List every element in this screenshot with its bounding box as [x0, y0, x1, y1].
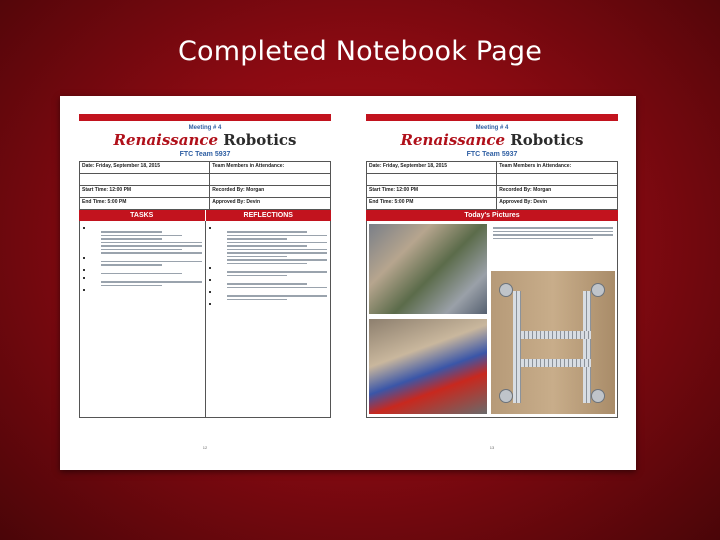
- reflections-heading: REFLECTIONS: [205, 210, 332, 221]
- tasks-reflections-body: [79, 221, 331, 418]
- text-line: [101, 238, 162, 240]
- text-line: [101, 273, 182, 275]
- section-header: [366, 210, 618, 221]
- recorded-by-cell: Recorded By: Morgan: [210, 186, 331, 198]
- text-line: [227, 271, 328, 273]
- team-logo: [79, 132, 331, 149]
- blank-cell: [367, 174, 497, 186]
- text-line: [227, 238, 288, 240]
- team-photo-2: [369, 319, 487, 414]
- text-line: [493, 227, 613, 229]
- text-line: [227, 263, 308, 265]
- tasks-heading: TASKS: [79, 210, 205, 221]
- start-time-cell: Start Time: 12:00 PM: [80, 186, 210, 198]
- wheel-icon: [499, 389, 513, 403]
- text-line: [101, 285, 162, 287]
- page-number: 12: [202, 445, 208, 450]
- text-line: [227, 235, 328, 237]
- text-line: [101, 245, 202, 247]
- chassis-beam: [583, 291, 591, 403]
- page-number: 13: [489, 445, 495, 450]
- list-item: [83, 277, 202, 279]
- text-line: [227, 283, 308, 285]
- text-line: [101, 231, 162, 233]
- text-line: [493, 231, 613, 233]
- text-line: [493, 238, 593, 240]
- photo-caption: [493, 225, 613, 239]
- text-line: [227, 275, 288, 277]
- text-line: [227, 295, 328, 297]
- slide-title: Completed Notebook Page: [177, 36, 543, 67]
- chassis-beam: [513, 291, 521, 403]
- meeting-number: Meeting # 4: [188, 125, 222, 131]
- notebook-page-right: [366, 114, 618, 452]
- text-line: [101, 252, 202, 254]
- list-item: [83, 289, 202, 291]
- top-red-bar: [366, 114, 618, 121]
- text-line: [227, 287, 328, 289]
- wheel-icon: [591, 389, 605, 403]
- text-line: [227, 245, 308, 247]
- text-line: [101, 249, 182, 251]
- wheel-icon: [499, 283, 513, 297]
- logo-word-2: Robotics: [510, 131, 584, 149]
- top-red-bar: [79, 114, 331, 121]
- text-line: [227, 256, 288, 258]
- start-time-cell: Start Time: 12:00 PM: [367, 186, 497, 198]
- text-line: [101, 261, 202, 263]
- text-line: [227, 252, 328, 254]
- attendance-cell: Team Members in Attendance:: [210, 162, 331, 174]
- attendees-cell: [210, 174, 331, 186]
- team-number: FTC Team 5937: [466, 151, 518, 158]
- text-line: [227, 299, 288, 301]
- meeting-number: Meeting # 4: [475, 125, 509, 131]
- text-line: [227, 259, 328, 261]
- logo-word-1: Renaissance: [113, 131, 219, 149]
- robot-chassis-photo: [491, 271, 615, 414]
- text-line: [227, 231, 308, 233]
- meeting-info-table: [366, 161, 618, 210]
- list-item: [209, 303, 328, 305]
- list-item: [209, 279, 328, 281]
- section-header: [79, 210, 331, 221]
- pictures-body: [366, 221, 618, 418]
- attendees-cell: [497, 174, 618, 186]
- team-number: FTC Team 5937: [179, 151, 231, 158]
- season-goals-cell: [80, 174, 210, 186]
- notebook-image-frame: [60, 96, 636, 470]
- list-item: [83, 227, 202, 229]
- list-item: [83, 269, 202, 271]
- end-time-cell: End Time: 5:00 PM: [367, 198, 497, 210]
- list-item: [209, 291, 328, 293]
- list-item: [209, 267, 328, 269]
- text-line: [227, 242, 328, 244]
- logo-word-1: Renaissance: [400, 131, 506, 149]
- date-cell: Date: Friday, September 18, 2015: [367, 162, 497, 174]
- attendance-cell: Team Members in Attendance:: [497, 162, 618, 174]
- text-line: [493, 234, 613, 236]
- wheel-icon: [591, 283, 605, 297]
- chassis-beam: [513, 359, 591, 367]
- text-line: [101, 264, 162, 266]
- approved-by-cell: Approved By: Devin: [210, 198, 331, 210]
- notebook-page-left: [79, 114, 331, 452]
- list-item: [209, 227, 328, 229]
- text-line: [101, 281, 202, 283]
- chassis-beam: [513, 331, 591, 339]
- end-time-cell: End Time: 5:00 PM: [80, 198, 210, 210]
- approved-by-cell: Approved By: Devin: [497, 198, 618, 210]
- list-item: [83, 257, 202, 259]
- team-photo-1: [369, 224, 487, 314]
- recorded-by-cell: Recorded By: Morgan: [497, 186, 618, 198]
- reflections-column: [205, 221, 331, 417]
- pictures-heading: Today's Pictures: [366, 210, 618, 221]
- meeting-info-table: [79, 161, 331, 210]
- date-cell: Date: Friday, September 18, 2015: [80, 162, 210, 174]
- tasks-column: [80, 221, 205, 417]
- text-line: [101, 242, 202, 244]
- logo-word-2: Robotics: [223, 131, 297, 149]
- text-line: [227, 249, 328, 251]
- text-line: [101, 235, 182, 237]
- team-logo: [366, 132, 618, 149]
